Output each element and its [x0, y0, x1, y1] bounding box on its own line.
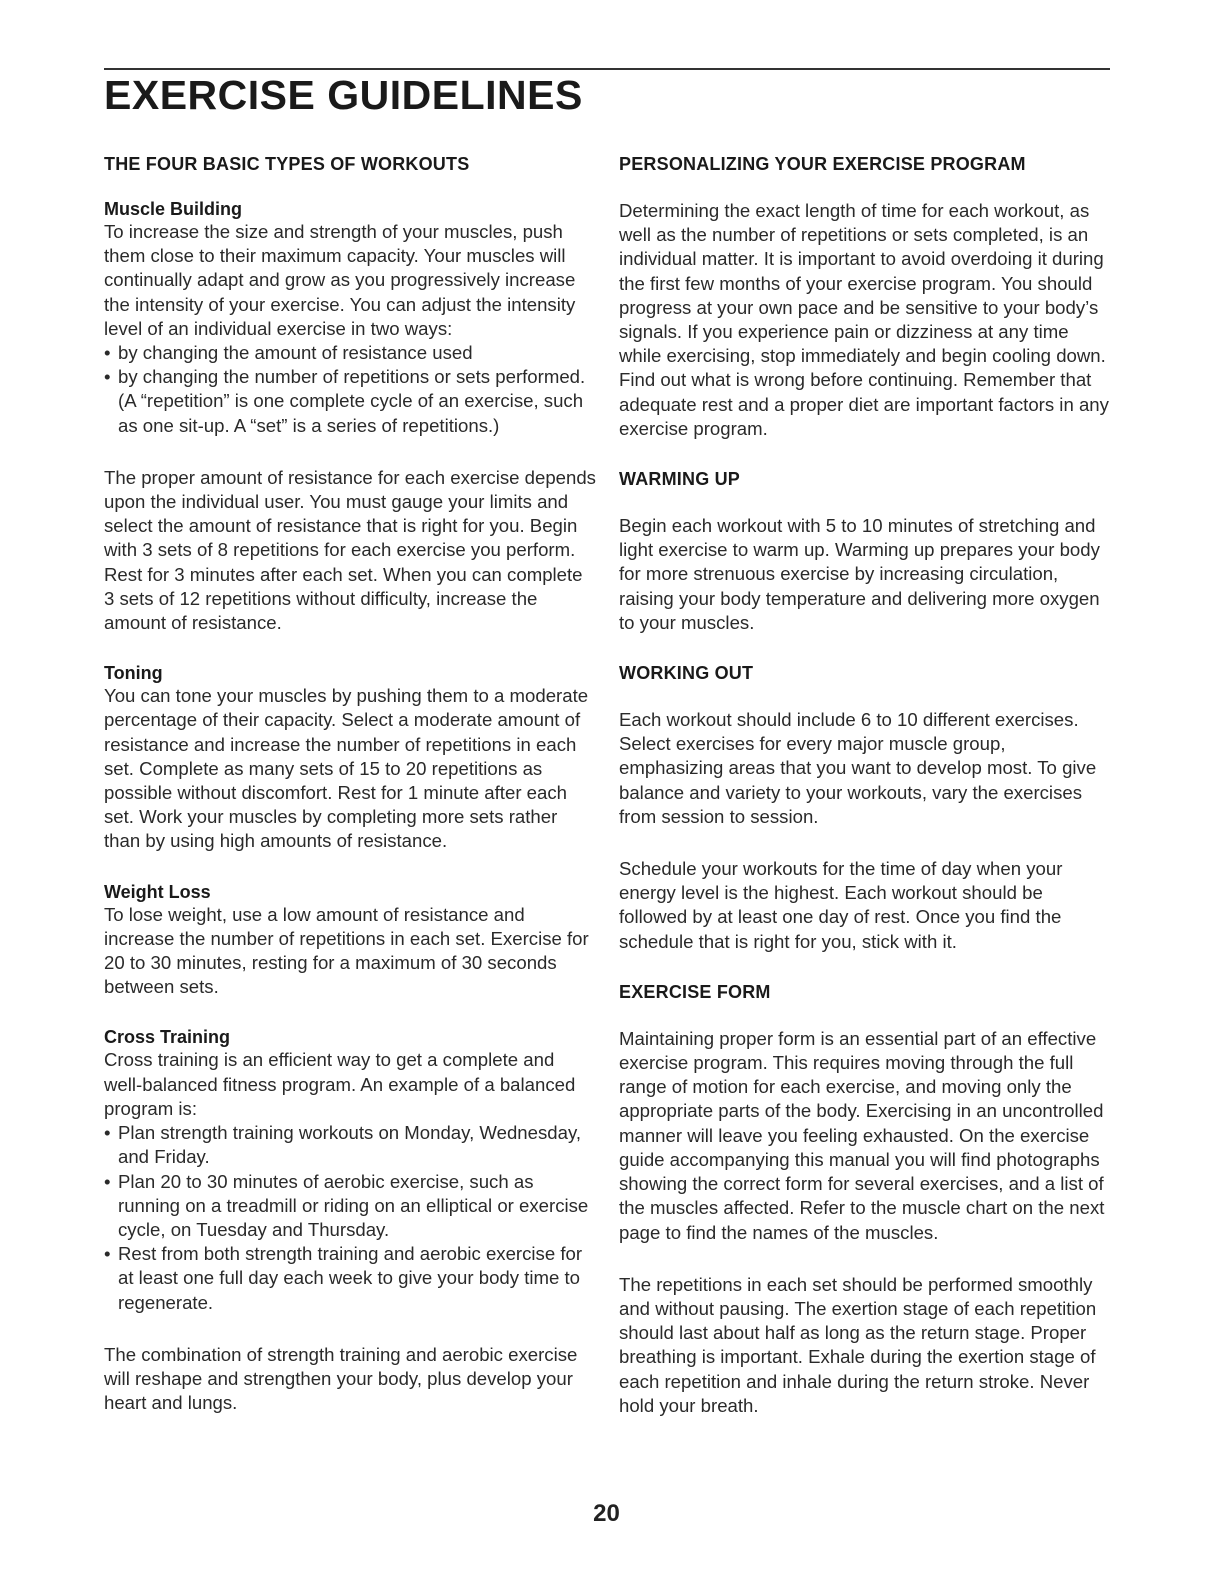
weight-loss-text: To lose weight, use a low amount of resistance and increase the number of repetitions in each set. Exercise for 20 to 30 minutes, resting for a maximum of 30 seconds between sets.: [104, 903, 589, 998]
weight-loss-title: Weight Loss: [104, 881, 211, 902]
list-item: • by changing the number of repetitions or sets performed. (A “repetition” is one complete cycle of an exercise, such as one sit-up. A “set” is a series of repetitions.): [104, 365, 596, 438]
warming-up-text: Begin each workout with 5 to 10 minutes of stretching and light exercise to warm up. Warming up prepares your body for more strenuous exercise by increasing circulation, raising your body temperature and delivering more oxygen to your muscles.: [619, 515, 1100, 633]
weight-loss-section: [104, 882, 596, 1000]
exercise-form-text-2: The repetitions in each set should be performed smoothly and without pausing. The exertion stage of each repetition should last about half as long as the return stage. Proper breathing is important. Exhale during the exertion stage of each repetition and inhale during the return stroke. Never hold your breath.: [619, 1273, 1097, 1416]
left-column: [104, 154, 596, 1415]
exercise-form-text-1: Maintaining proper form is an essential part of an effective exercise program. This requires moving through the full range of motion for each exercise, and moving only the appropriate parts of the body. Exercising in an uncontrolled manner will leave you feeling exhausted. On the exercise guide accompanying this manual you will find photographs showing the correct form for several exercises, and a list of the muscles affected. Refer to the muscle chart on the next page to find the names of the muscles.: [619, 1027, 1105, 1243]
section-heading-personalizing: PERSONALIZING YOUR EXERCISE PROGRAM: [619, 154, 1026, 174]
resistance-paragraph: The proper amount of resistance for each exercise depends upon the individual user. You must gauge your limits and select the amount of resistance that is right for you. Begin with 3 sets of 8 repetitions for each exercise you perform. Rest for 3 minutes after each set. When you can complete 3 sets of 12 repetitions without difficulty, increase the amount of resistance.: [104, 466, 596, 634]
toning-title: Toning: [104, 663, 163, 684]
cross-training-section: [104, 1027, 596, 1314]
header-rule: [104, 68, 1110, 70]
muscle-building-section: [104, 199, 596, 438]
page-number: 20: [593, 1500, 620, 1527]
cross-training-closing: The combination of strength training and aerobic exercise will reshape and strengthen your body, plus develop your heart and lungs.: [104, 1343, 578, 1414]
muscle-building-bullets: [104, 341, 596, 438]
working-out-text-1: Each workout should include 6 to 10 different exercises. Select exercises for every major muscle group, emphasizing areas that you want to develop most. To give balance and variety to your workouts, vary the exercises from session to session.: [619, 709, 1097, 827]
right-column: [619, 154, 1111, 1418]
toning-text: You can tone your muscles by pushing them to a moderate percentage of their capacity. Select a moderate amount of resistance and increase the number of repetitions in each set. Complete as many sets of 15 to 20 repetitions as possible without discomfort. Rest for 1 minute after each set. Work your muscles by completing more sets rather than by using high amounts of resistance.: [104, 685, 589, 852]
working-out-title: WORKING OUT: [619, 663, 754, 684]
page-title: EXERCISE GUIDELINES: [104, 72, 583, 118]
cross-training-title: Cross Training: [104, 1027, 231, 1048]
cross-training-bullets: [104, 1121, 596, 1315]
working-out-text-2: Schedule your workouts for the time of day when your energy level is the highest. Each workout should be followed by at least one day of rest. Once you find the schedule that is right for you, stick with it.: [619, 858, 1063, 952]
cross-training-intro: Cross training is an efficient way to get a complete and well-balanced fitness program. An example of a balanced program is:: [104, 1049, 576, 1119]
warming-up-title: WARMING UP: [619, 469, 740, 490]
list-item: • Rest from both strength training and aerobic exercise for at least one full day each week to give your body time to regenerate.: [104, 1242, 596, 1315]
list-item: • Plan strength training workouts on Monday, Wednesday, and Friday.: [104, 1121, 596, 1169]
list-item: • Plan 20 to 30 minutes of aerobic exercise, such as running on a treadmill or riding on an elliptical or exercise cycle, on Tuesday and Thursday.: [104, 1170, 596, 1243]
exercise-form-title: EXERCISE FORM: [619, 981, 771, 1002]
section-heading-workouts: THE FOUR BASIC TYPES OF WORKOUTS: [104, 154, 470, 174]
muscle-building-intro: To increase the size and strength of your muscles, push them close to their maximum capacity. Your muscles will continually adapt and grow as you progressively increase the intensity of your exercise. You can adjust the intensity level of an individual exercise in two ways:: [104, 221, 576, 339]
toning-section: [104, 663, 596, 853]
list-item: • by changing the amount of resistance used: [104, 341, 596, 365]
personalizing-text: Determining the exact length of time for each workout, as well as the number of repetitions or sets completed, is an individual matter. It is important to avoid overdoing it during the first few months of your exercise program. You should progress at your own pace and be sensitive to your body’s signals. If you experience pain or dizziness at any time while exercising, stop immediately and begin cooling down. Find out what is wrong before continuing. Remember that adequate rest and a proper diet are important factors in any exercise program.: [619, 200, 1109, 439]
muscle-building-title: Muscle Building: [104, 199, 243, 219]
